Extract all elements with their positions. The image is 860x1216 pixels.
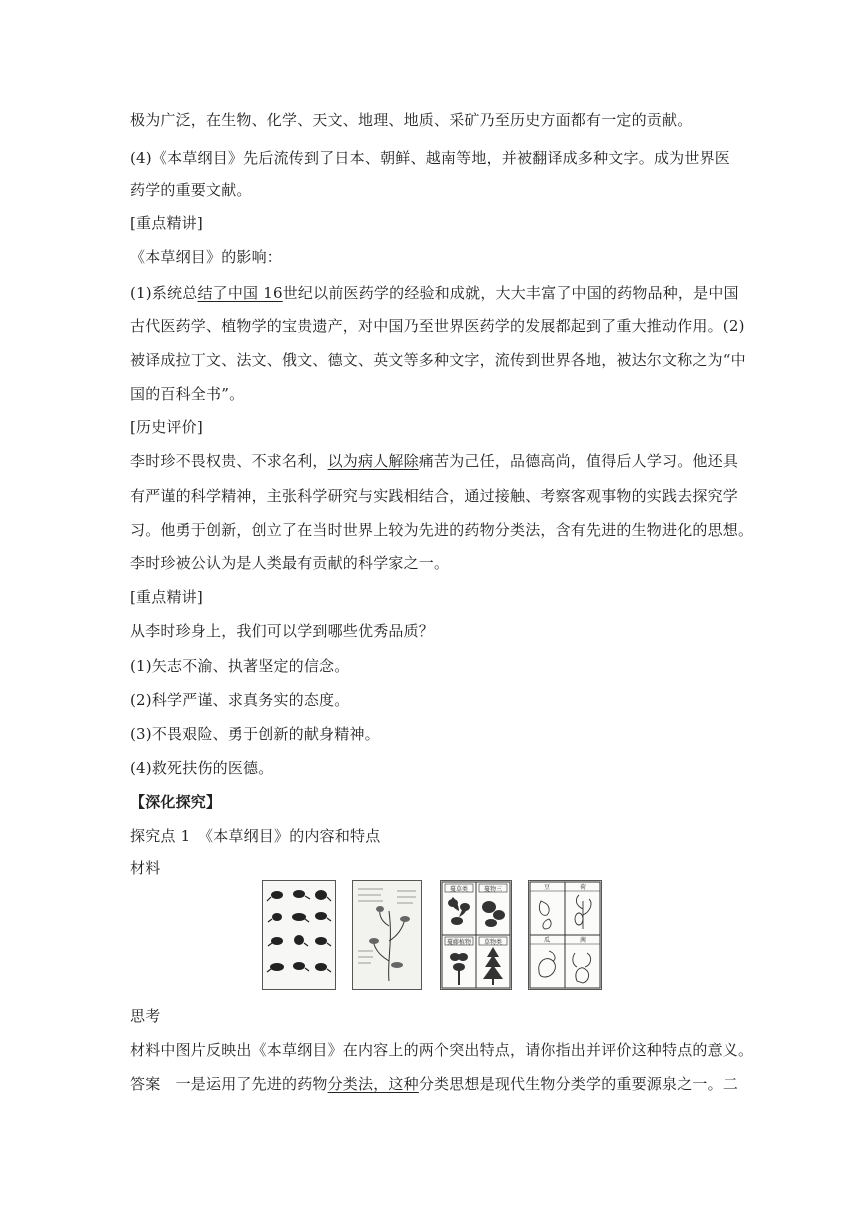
text-line: 习。他勇于创新，创立了在当时世界上较为先进的药物分类法，含有先进的生物进化的思想。 bbox=[130, 521, 754, 539]
text-line: (4)《本草纲目》先后流传到了日本、朝鲜、越南等地，并被翻译成多种文字。成为世界医 bbox=[130, 149, 730, 167]
list-item: (1)矢志不渝、执著坚定的信念。 bbox=[130, 657, 350, 675]
think-label: 思考 bbox=[130, 1007, 161, 1025]
plant-panels-image bbox=[440, 880, 512, 990]
bird-illustration-image bbox=[262, 880, 336, 990]
list-item: (4)救死扶伤的医德。 bbox=[130, 759, 274, 777]
text-line: 《本草纲目》的影响： bbox=[130, 248, 283, 266]
question-line: 材料中图片反映出《本草纲目》在内容上的两个突出特点，请你指出并评价这种特点的意义。 bbox=[130, 1041, 754, 1059]
list-item: (3)不畏艰险、勇于创新的献身精神。 bbox=[130, 725, 380, 743]
text-line: 有严谨的科学精神，主张科学研究与实践相结合，通过接触、考察客观事物的实践去探究学 bbox=[130, 487, 739, 505]
material-label: 材料 bbox=[130, 859, 161, 877]
section-tag: [重点精讲] bbox=[130, 214, 203, 232]
answer-line: 答案 一是运用了先进的药物分类法，这种分类思想是现代生物分类学的重要源泉之一。二 bbox=[130, 1075, 739, 1093]
panel-label: 蔓藤植物 bbox=[446, 939, 472, 946]
text-line: 李时珍不畏权贵、不求名利，以为病人解除痛苦为己任，品德高尚，值得后人学习。他还具 bbox=[130, 452, 739, 470]
subheading: 探究点 1 《本草纲目》的内容和特点 bbox=[130, 827, 381, 845]
section-tag: [历史评价] bbox=[130, 418, 203, 436]
section-tag: [重点精讲] bbox=[130, 588, 203, 606]
text-line: 被译成拉丁文、法文、俄文、德文、英文等多种文字，流传到世界各地，被达尔文称之为“中 bbox=[130, 351, 746, 369]
section-heading: 【深化探究】 bbox=[130, 793, 222, 811]
text-line: 古代医药学、植物学的宝贵遗产，对中国乃至世界医药学的发展都起到了重大推动作用。(2) bbox=[130, 317, 745, 335]
list-item: (2)科学严谨、求真务实的态度。 bbox=[130, 691, 350, 709]
panel-label: 茜 bbox=[579, 937, 587, 944]
panel-label: 荷 bbox=[579, 884, 587, 891]
panel-label: 蔓物三 bbox=[483, 886, 503, 893]
text-line: 李时珍被公认为是人类最有贡献的科学家之一。 bbox=[130, 554, 450, 572]
panel-label: 草物类 bbox=[483, 939, 503, 946]
text-line: 药学的重要文献。 bbox=[130, 181, 252, 199]
herb-page-image bbox=[352, 880, 422, 990]
text-line: 极为广泛，在生物、化学、天文、地理、地质、采矿乃至历史方面都有一定的贡献。 bbox=[130, 111, 693, 129]
panel-label: 蔓草类 bbox=[449, 886, 469, 893]
text-line: (1)系统总结了中国 16世纪以前医药学的经验和成就，大大丰富了中国的药物品种，是中国 bbox=[130, 284, 739, 302]
panel-label: 瓜 bbox=[543, 937, 551, 944]
text-line: 从李时珍身上，我们可以学到哪些优秀品质？ bbox=[130, 622, 435, 640]
plant-sketch-image bbox=[528, 880, 602, 990]
text-line: 国的百科全书”。 bbox=[130, 385, 245, 403]
panel-label: 豆 bbox=[543, 884, 551, 891]
material-figures bbox=[130, 880, 730, 992]
